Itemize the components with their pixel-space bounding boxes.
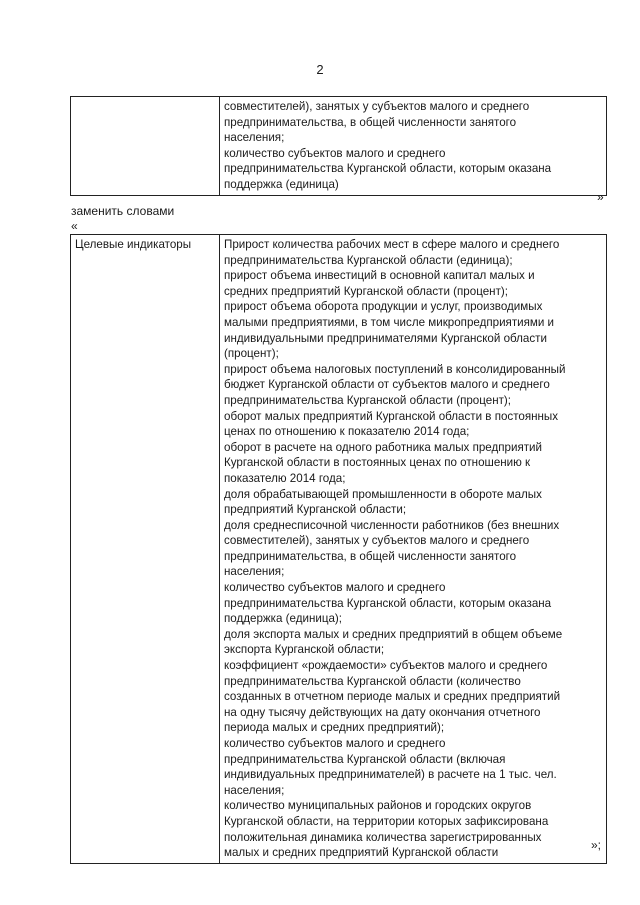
text-line: доля экспорта малых и средних предприятий в общем объеме [224,627,563,641]
text-line: малых и средних предприятий Курганской области [224,846,499,860]
text-line: экспорта Курганской области; [224,643,385,657]
closing-quote-semicolon: »; [591,838,602,852]
text-line: предпринимательства, в общей численности занятого [224,549,517,563]
text-line: Курганской области, на территории которых зафиксирована [224,814,549,828]
text-line: совместителей), занятых у субъектов малого и среднего [224,100,530,113]
text-line: предпринимательства Курганской области (количество [224,674,521,688]
text-line: доля обрабатывающей промышленности в обороте малых [224,487,542,501]
text-line: предпринимательства Курганской области, которым оказана [224,596,552,610]
text-line: населения; [224,565,285,579]
page-number: 2 [316,62,324,77]
text-line: (процент); [224,347,279,361]
text-line: Прирост количества рабочих мест в сфере малого и среднего [224,238,560,251]
text-line: ценах по отношению к показателю 2014 года; [224,425,470,439]
table-row [71,235,607,864]
text-line: средних предприятий Курганской области (процент); [224,284,508,298]
text-line: совместителей), занятых у субъектов малого и среднего [224,534,530,548]
text-line: поддержка (единица) [224,177,339,191]
text-line: периода малых и средних предприятий); [224,721,445,735]
text-line: малыми предприятиями, в том числе микропредприятиями и [224,315,555,329]
continued-table [70,96,607,196]
replace-instruction: заменить словами [71,204,175,218]
text-line: коэффициент «рождаемости» субъектов малого и среднего [224,659,548,673]
table-right-cell [220,97,607,196]
text-line: предпринимательства Курганской области (включая [224,752,506,766]
text-line: количество муниципальных районов и городских округов [224,799,532,813]
text-line: количество субъектов малого и среднего [224,737,446,750]
text-line: предприятий Курганской области; [224,503,407,517]
text-line: созданных в отчетном периоде малых и средних предприятий [224,690,561,704]
text-line: доля среднесписочной численности работников (без внешних [224,518,560,532]
text-line: прирост объема оборота продукции и услуг, производимых [224,300,543,314]
text-line: населения; [224,131,285,145]
text-line: предпринимательства Курганской области (процент); [224,393,511,407]
text-line: на одну тысячу действующих на дату окончания отчетного [224,705,541,719]
text-line: предпринимательства, в общей численности занятого [224,115,517,129]
text-line: оборот в расчете на одного работника малых предприятий [224,440,543,454]
text-line: населения; [224,783,285,797]
text-line: предпринимательства Курганской области (единица); [224,253,513,267]
table-row [71,97,607,196]
target-indicators-table [70,234,607,864]
text-line: индивидуальных предпринимателей) в расчете на 1 тыс. чел. [224,768,557,782]
text-line: количество субъектов малого и среднего [224,146,446,160]
table-left-cell [71,97,220,196]
text-line: прирост объема инвестиций в основной капитал малых и [224,269,535,283]
text-line: количество субъектов малого и среднего [224,581,446,595]
text-line: прирост объема налоговых поступлений в консолидированный [224,362,566,376]
table-left-cell: Целевые индикаторы [71,235,220,864]
text-line: положительная динамика количества зарегистрированных [224,830,542,844]
text-line: оборот малых предприятий Курганской области в постоянных [224,409,559,423]
closing-quote: » [597,190,604,204]
text-line: Курганской области в постоянных ценах по отношению к [224,456,531,470]
text-line: бюджет Курганской области от субъектов малого и среднего [224,378,550,392]
opening-quote: « [71,219,78,233]
text-line: индивидуальными предпринимателями Курганской области [224,331,547,345]
table-right-cell [220,235,607,864]
text-line: показателю 2014 года; [224,471,346,485]
text-line: поддержка (единица); [224,612,342,626]
text-line: предпринимательства Курганской области, которым оказана [224,162,552,176]
